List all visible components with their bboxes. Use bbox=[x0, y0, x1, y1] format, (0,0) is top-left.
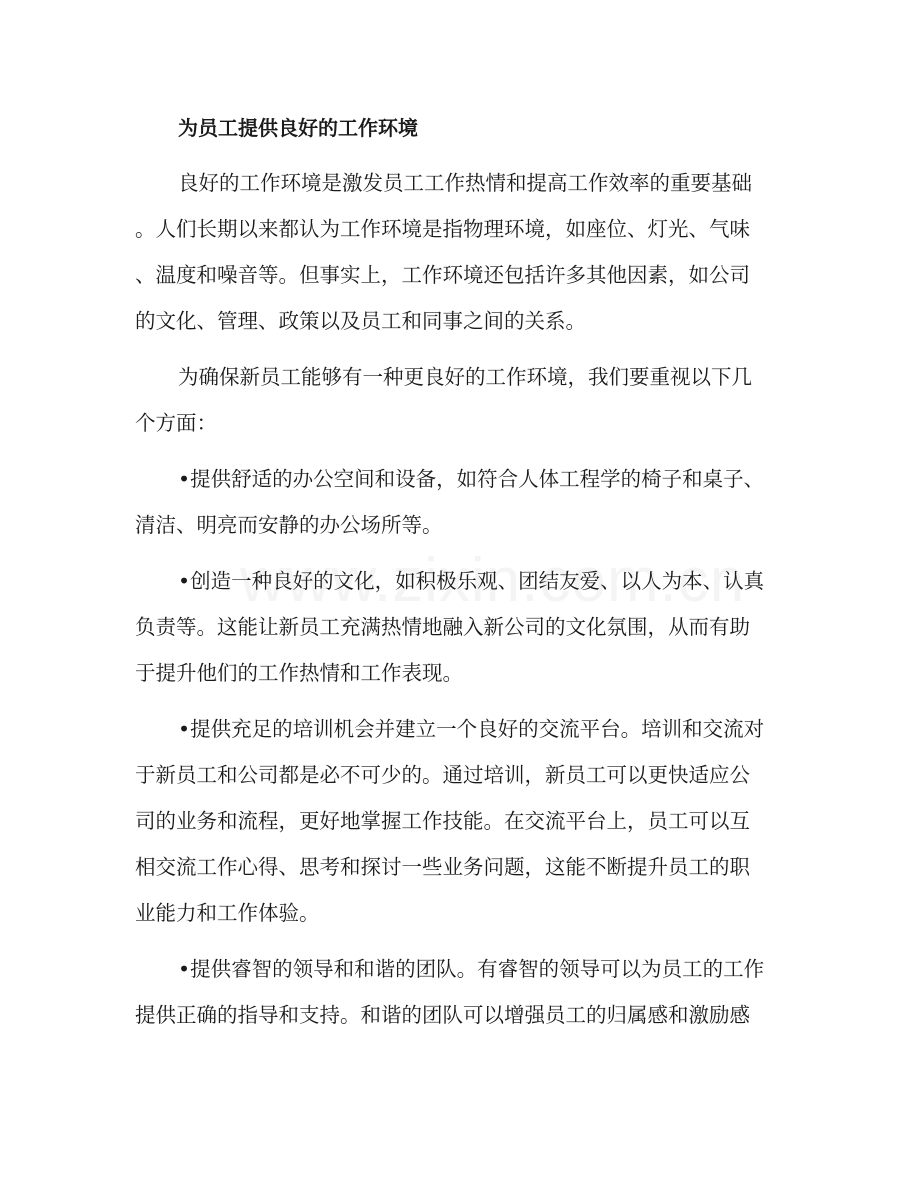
paragraph-line: •提供充足的培训机会并建立一个良好的交流平台。培训和交流对 bbox=[178, 717, 765, 741]
bullet-item-training bbox=[135, 706, 780, 936]
paragraph-line: 于提升他们的工作热情和工作表现。 bbox=[135, 661, 463, 685]
paragraph-line: •提供舒适的办公空间和设备，如符合人体工程学的椅子和桌子、 bbox=[178, 467, 765, 491]
section-title: 为员工提供良好的工作环境 bbox=[178, 116, 418, 140]
bullet-item-office-space bbox=[135, 456, 780, 548]
paragraph-line: 。人们长期以来都认为工作环境是指物理环境，如座位、灯光、气味 bbox=[135, 217, 750, 241]
paragraph-line: 的文化、管理、政策以及员工和同事之间的关系。 bbox=[135, 309, 586, 333]
paragraph-line: 负责等。这能让新员工充满热情地融入新公司的文化氛围，从而有助 bbox=[135, 615, 750, 639]
paragraph-line: 良好的工作环境是激发员工工作热情和提高工作效率的重要基础 bbox=[178, 171, 752, 195]
paragraph-line: 提供正确的指导和支持。和谐的团队可以增强员工的归属感和激励感 bbox=[135, 1003, 750, 1027]
document-body bbox=[135, 105, 780, 1038]
paragraph-line: 业能力和工作体验。 bbox=[135, 901, 320, 925]
paragraph-intro bbox=[135, 160, 780, 344]
bullet-item-culture bbox=[135, 558, 780, 696]
paragraph-line: 个方面： bbox=[135, 411, 217, 435]
paragraph-line: 于新员工和公司都是必不可少的。通过培训，新员工可以更快适应公 bbox=[135, 763, 750, 787]
paragraph-line: •提供睿智的领导和和谐的团队。有睿智的领导可以为员工的工作 bbox=[178, 957, 765, 981]
paragraph-line: 清洁、明亮而安静的办公场所等。 bbox=[135, 513, 443, 537]
bullet-item-leadership bbox=[135, 946, 780, 1038]
paragraph-line: 为确保新员工能够有一种更良好的工作环境，我们要重视以下几 bbox=[178, 365, 752, 389]
paragraph-aspects-intro bbox=[135, 354, 780, 446]
paragraph-line: 司的业务和流程，更好地掌握工作技能。在交流平台上，员工可以互 bbox=[135, 809, 750, 833]
paragraph-line: 相交流工作心得、思考和探讨一些业务问题，这能不断提升员工的职 bbox=[135, 855, 750, 879]
paragraph-line: 、温度和噪音等。但事实上，工作环境还包括许多其他因素，如公司 bbox=[135, 263, 750, 287]
paragraph-line: •创造一种良好的文化，如积极乐观、团结友爱、以人为本、认真 bbox=[178, 569, 765, 593]
